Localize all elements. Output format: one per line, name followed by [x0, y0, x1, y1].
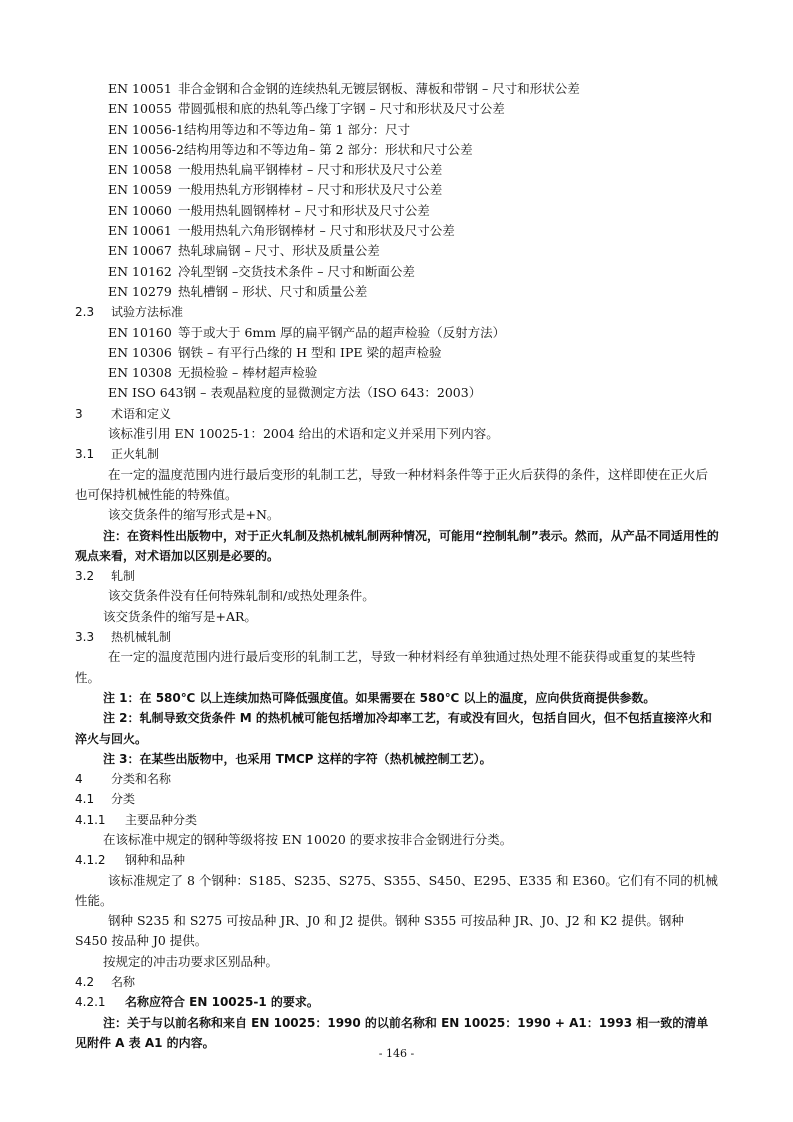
section-heading — [75, 566, 720, 586]
reference-title: 等于或大于 6mm 厚的扁平钢产品的超声检验（反射方法） — [178, 324, 506, 340]
reference-item — [75, 262, 720, 282]
section-heading — [75, 302, 720, 322]
paragraph: 该交货条件的缩写形式是+N。 — [108, 507, 280, 523]
section-number: 3 — [75, 406, 83, 421]
reference-item — [75, 99, 720, 119]
reference-code: EN 10056-2 — [108, 141, 184, 157]
reference-code: EN 10279 — [108, 283, 172, 299]
reference-item — [75, 201, 720, 221]
section-number: 3.2 — [75, 569, 95, 584]
reference-item — [75, 140, 720, 160]
normative-references-list — [75, 79, 720, 302]
reference-title: 一般用热轧方形钢棒材 – 尺寸和形状及尺寸公差 — [178, 182, 443, 198]
section-number: 4 — [75, 772, 83, 787]
reference-item — [75, 79, 720, 99]
reference-code: EN 10160 — [108, 324, 172, 340]
section-number: 4.1.1 — [75, 812, 106, 827]
reference-code: EN 10060 — [108, 202, 172, 218]
paragraph: 该标准规定了 8 个钢种：S185、S235、S275、S355、S450、E295、E335 和 E360。它们有不同的机械性能。 — [75, 872, 718, 908]
reference-item — [75, 282, 720, 302]
note: 注 1：在 580℃ 以上连续加热可降低强度值。如果需要在 580℃ 以上的温度，应向供货商提供参数。 — [103, 690, 656, 705]
section-number: 4.1 — [75, 792, 95, 807]
test-method-references-list — [75, 323, 720, 404]
paragraph: 在该标准中规定的钢种等级将按 EN 10020 的要求按非合金钢进行分类。 — [103, 831, 513, 847]
section-heading — [75, 789, 720, 809]
section-title: 正火轧制 — [111, 447, 160, 462]
reference-title: 热轧槽钢 – 形状、尺寸和质量公差 — [178, 283, 368, 299]
reference-item — [75, 180, 720, 200]
reference-title: 带圆弧根和底的热轧等凸缘丁字钢 – 尺寸和形状及尺寸公差 — [178, 101, 505, 117]
reference-code: EN 10059 — [108, 182, 172, 198]
reference-item — [75, 221, 720, 241]
reference-title: 钢铁 – 有平行凸缘的 H 型和 IPE 梁的超声检验 — [178, 344, 442, 360]
section-title: 名称 — [111, 975, 136, 990]
paragraph: 钢种 S235 和 S275 可按品种 JR、J0 和 J2 提供。钢种 S355 可按品种 JR、J0、J2 和 K2 提供。钢种 S450 按品种 J0 提供。 — [75, 913, 684, 949]
reference-code: EN ISO 643 — [108, 385, 184, 401]
note: 注 3：在某些出版物中，也采用 TMCP 这样的字符（热机械控制工艺）。 — [103, 751, 492, 766]
reference-title: 冷轧型钢 –交货技术条件 – 尺寸和断面公差 — [178, 263, 415, 279]
section-number: 4.2.1 — [75, 995, 106, 1010]
section-title: 热机械轧制 — [111, 630, 172, 645]
section-heading — [75, 444, 720, 464]
section-number: 3.3 — [75, 630, 95, 645]
reference-code: EN 10051 — [108, 81, 172, 96]
section-title: 分类和名称 — [111, 772, 172, 787]
reference-title: 热轧球扁钢 – 尺寸、形状及质量公差 — [178, 243, 380, 259]
reference-code: EN 10061 — [108, 223, 172, 239]
section-number: 3.1 — [75, 447, 95, 462]
reference-title: 一般用热轧六角形钢棒材 – 尺寸和形状及尺寸公差 — [178, 223, 455, 239]
section-title: 名称应符合 EN 10025-1 的要求。 — [125, 995, 319, 1010]
reference-item — [75, 363, 720, 383]
reference-title: 结构用等边和不等边角– 第 2 部分：形状和尺寸公差 — [183, 141, 473, 157]
section-heading — [75, 627, 720, 647]
note: 注 2：轧制导致交货条件 M 的热机械可能包括增加冷却率工艺，有或没有回火，包括自回火，但不包括直接淬火和淬火与回火。 — [75, 711, 712, 746]
note: 注：关于与以前名称和来自 EN 10025：1990 的以前名称和 EN 10025：1990 + A1：1993 相一致的清单见附件 A 表 A1 的内容。 — [75, 1015, 709, 1050]
reference-item — [75, 160, 720, 180]
reference-item — [75, 383, 720, 403]
section-heading — [75, 972, 720, 992]
section-title: 术语和定义 — [111, 406, 172, 421]
reference-title: 一般用热轧扁平钢棒材 – 尺寸和形状及尺寸公差 — [178, 162, 443, 178]
section-heading — [75, 850, 720, 870]
reference-title: 结构用等边和不等边角– 第 1 部分：尺寸 — [183, 121, 411, 137]
section-number: 4.1.2 — [75, 853, 106, 868]
document-body — [75, 79, 720, 1053]
reference-title: 非合金钢和合金钢的连续热轧无镀层钢板、薄板和带钢 – 尺寸和形状公差 — [178, 81, 580, 96]
paragraph: 在一定的温度范围内进行最后变形的轧制工艺，导致一种材料条件等于正火后获得的条件，这样即使在正火后也可保持机械性能的特殊值。 — [75, 466, 709, 502]
reference-code: EN 10056-1 — [108, 121, 184, 137]
reference-item — [75, 323, 720, 343]
reference-code: EN 10067 — [108, 243, 172, 259]
reference-item — [75, 120, 720, 140]
section-title: 轧制 — [111, 569, 136, 584]
reference-code: EN 10162 — [108, 263, 172, 279]
reference-title: 一般用热轧圆钢棒材 – 尺寸和形状及尺寸公差 — [178, 202, 430, 218]
section-heading — [75, 810, 720, 830]
section-title: 试验方法标准 — [111, 305, 184, 320]
section-heading — [75, 992, 720, 1012]
section-title: 主要品种分类 — [125, 812, 198, 827]
reference-code: EN 10306 — [108, 344, 172, 360]
paragraph: 该交货条件的缩写是+AR。 — [103, 608, 257, 624]
section-title: 分类 — [111, 792, 136, 807]
page-number: - 146 - — [378, 1047, 415, 1060]
section-title: 钢种和品种 — [125, 853, 186, 868]
paragraph: 该交货条件没有任何特殊轧制和/或热处理条件。 — [108, 588, 375, 604]
reference-code: EN 10308 — [108, 365, 172, 381]
paragraph: 按规定的冲击功要求区别品种。 — [103, 953, 279, 969]
reference-title: 无损检验 – 棒材超声检验 — [178, 365, 318, 381]
section-number: 4.2 — [75, 975, 95, 990]
reference-item — [75, 241, 720, 261]
section-heading — [75, 404, 720, 424]
paragraph: 在一定的温度范围内进行最后变形的轧制工艺，导致一种材料经有单独通过热处理不能获得或重复的某些特性。 — [75, 649, 696, 685]
section-number: 2.3 — [75, 305, 95, 320]
reference-item — [75, 343, 720, 363]
section-heading — [75, 769, 720, 789]
reference-title: 钢 – 表观晶粒度的显微测定方法（ISO 643：2003） — [183, 385, 482, 401]
reference-code: EN 10055 — [108, 101, 172, 117]
paragraph: 该标准引用 EN 10025-1：2004 给出的术语和定义并采用下列内容。 — [108, 426, 499, 442]
reference-code: EN 10058 — [108, 162, 172, 178]
note: 注：在资料性出版物中，对于正火轧制及热机械轧制两种情况，可能用“控制轧制”表示。然而，从产品不同适用性的观点来看，对术语加以区别是必要的。 — [75, 528, 719, 563]
